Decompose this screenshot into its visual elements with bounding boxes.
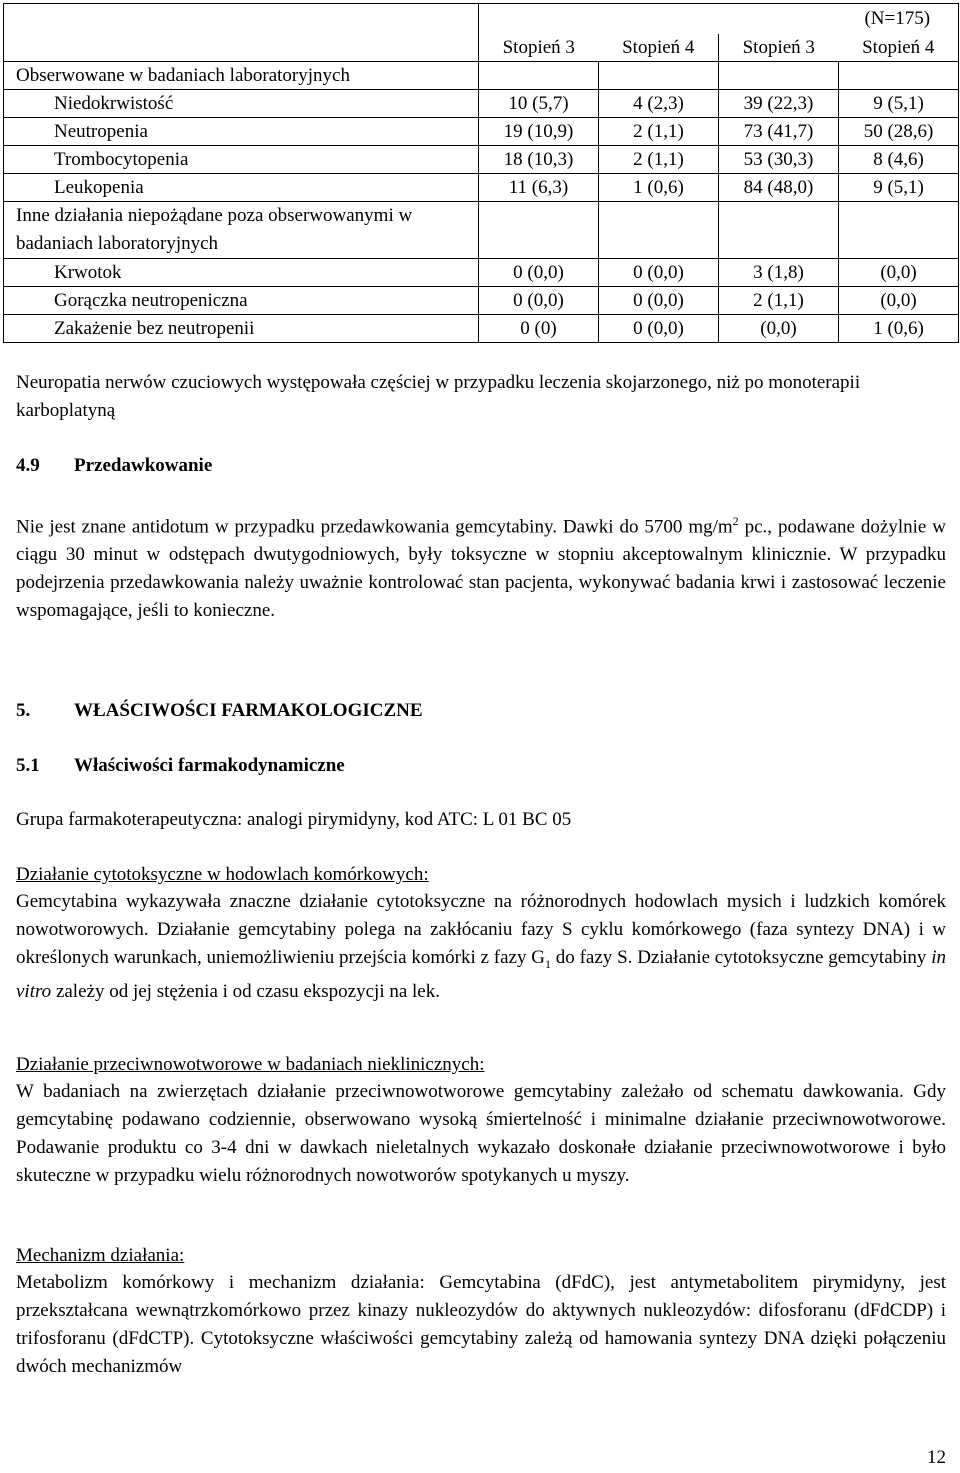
grade-header: Stopień 3 <box>479 34 599 62</box>
neuropathy-note: Neuropatia nerwów czuciowych występowała częściej w przypadku leczenia skojarzonego, niż po monoterapii karboplatyną <box>16 372 861 421</box>
table-row: Niedokrwistość 10 (5,7) 4 (2,3) 39 (22,3) 9 (5,1) <box>4 90 959 118</box>
row-label: Neutropenia <box>4 118 479 146</box>
antitumor-heading: Działanie przeciwnowotworowe w badaniach nieklinicznych: <box>16 1054 485 1075</box>
table-header-row <box>4 4 959 35</box>
section-row <box>4 62 959 90</box>
section-5-1-heading: 5.1 Właściwości farmakodynamiczne <box>16 755 345 776</box>
section-row <box>4 202 959 259</box>
table-row: Gorączka neutropeniczna 0 (0,0) 0 (0,0) 2 (1,1) (0,0) <box>4 287 959 315</box>
table-row: Krwotok 0 (0,0) 0 (0,0) 3 (1,8) (0,0) <box>4 259 959 287</box>
row-label: Trombocytopenia <box>4 146 479 174</box>
section-label: Obserwowane w badaniach laboratoryjnych <box>4 62 479 90</box>
header-empty-cell <box>4 34 479 62</box>
grade-header: Stopień 4 <box>599 34 719 62</box>
grades-row <box>4 34 959 62</box>
mechanism-heading: Mechanizm działania: <box>16 1245 185 1266</box>
row-label: Niedokrwistość <box>4 90 479 118</box>
grade-header: Stopień 3 <box>719 34 839 62</box>
section-label: Inne działania niepożądane poza obserwowanymi w badaniach laboratoryjnych <box>4 202 479 259</box>
adverse-events-table <box>3 3 959 343</box>
table-row: Leukopenia 11 (6,3) 1 (0,6) 84 (48,0) 9 (5,1) <box>4 174 959 202</box>
table-row: Neutropenia 19 (10,9) 2 (1,1) 73 (41,7) 50 (28,6) <box>4 118 959 146</box>
mechanism-paragraph: Metabolizm komórkowy i mechanizm działania: Gemcytabina (dFdC), jest antymetabolitem pirymidyny, jest przekształcana wewnątrzkomórkowo przez kinazy nukleozydów do aktywnych nukleozydów: difosforanu (dFdCDP) i trifosforanu (dFdCTP). Cytotoksyczne właściwości gemcytabiny zależą od hamowania syntezy DNA dzięki połączeniu dwóch mechanizmów <box>16 1272 946 1377</box>
grade-header: Stopień 4 <box>839 34 959 62</box>
table-row: Zakażenie bez neutropenii 0 (0) 0 (0,0) (0,0) 1 (0,6) <box>4 315 959 343</box>
antitumor-paragraph: W badaniach na zwierzętach działanie przeciwnowotworowe gemcytabiny zależało od schematu dawkowania. Gdy gemcytabinę podawano codziennie, obserwowano wysoką śmiertelność i minimalne działanie przeciwnowotworowe. Podawanie produktu co 3-4 dni w dawkach nieletalnych wykazało doskonałe działanie przeciwnowotworowe i było skuteczne w przypadku wielu różnorodnych nowotworów spotykanych u myszy. <box>16 1081 946 1186</box>
page-number: 12 <box>927 1447 946 1468</box>
row-label: Krwotok <box>4 259 479 287</box>
n-label: (N=175) <box>479 4 959 35</box>
header-empty-cell <box>4 4 479 35</box>
section-5-heading: 5. WŁAŚCIWOŚCI FARMAKOLOGICZNE <box>16 700 423 721</box>
row-label: Zakażenie bez neutropenii <box>4 315 479 343</box>
table-row: Trombocytopenia 18 (10,3) 2 (1,1) 53 (30,3) 8 (4,6) <box>4 146 959 174</box>
atc-line: Grupa farmakoterapeutyczna: analogi pirymidyny, kod ATC: L 01 BC 05 <box>16 809 572 830</box>
overdose-paragraph: Nie jest znane antidotum w przypadku przedawkowania gemcytabiny. Dawki do 5700 $mg/m^2$ pc., podawane dożylnie w ciągu 30 minut w odstępach dwutygodniowych, były toksyczne w stopniu akceptowalnym klinicznie. W przypadku podejrzenia przedawkowania należy uważnie kontrolować stan pacjenta, wykonywać badania krwi i zastosować leczenie wspomagające, jeśli to konieczne. <box>16 514 946 622</box>
row-label: Leukopenia <box>4 174 479 202</box>
cytotoxic-heading: Działanie cytotoksyczne w hodowlach komórkowych: <box>16 864 429 885</box>
section-4-9-heading: 4.9 Przedawkowanie <box>16 455 213 476</box>
cytotoxic-paragraph: Gemcytabina wykazywała znaczne działanie cytotoksyczne na różnorodnych hodowlach mysich i ludzkich komórek nowotworowych. Działanie gemcytabiny polega na zakłócaniu fazy S cyklu komórkowego (faza syntezy DNA) i w określonych warunkach, uniemożliwieniu przejścia komórki z fazy $G_1$ do fazy S. Działanie cytotoksyczne gemcytabiny in vitro zależy od jej stężenia i od czasu ekspozycji na lek. <box>16 891 946 1002</box>
row-label: Gorączka neutropeniczna <box>4 287 479 315</box>
